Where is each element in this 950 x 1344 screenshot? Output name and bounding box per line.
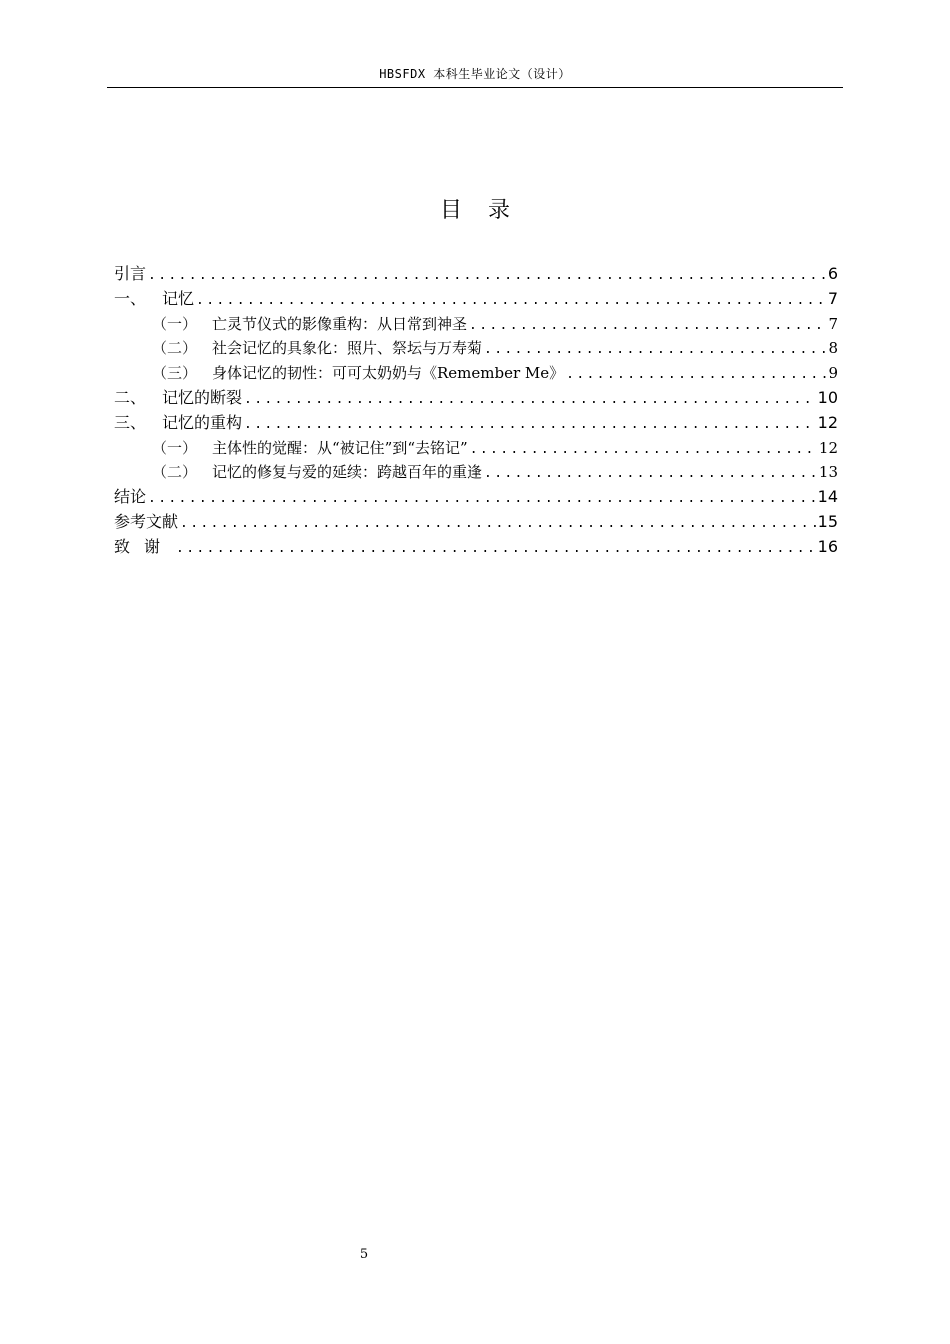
toc-dot-leader [176, 537, 816, 562]
toc-entry-section-1-3[interactable] [114, 361, 838, 386]
toc-entry-label: 参考文献 [114, 511, 179, 531]
toc-entry-number: 一、 [114, 288, 147, 308]
toc-entry-label: 记忆的修复与爱的延续：跨越百年的重逢 [212, 463, 483, 482]
toc-entry-number: （二） [152, 339, 198, 358]
toc-dot-leader [244, 413, 816, 438]
toc-dot-leader [484, 338, 826, 363]
toc-entry-page: 12 [817, 412, 838, 432]
toc-entry-page: 12 [818, 438, 838, 457]
running-header: HBSFDX 本科生毕业论文（设计） [379, 67, 571, 81]
toc-entry-chapter-1[interactable] [114, 287, 838, 312]
toc-entry-label: 致谢 [114, 536, 175, 556]
toc-entry-section-1-1[interactable] [114, 312, 838, 337]
toc-entry-label: 结论 [114, 487, 147, 507]
header-divider [107, 87, 843, 88]
toc-entry-number: 二、 [114, 387, 147, 407]
toc-entry-label: 亡灵节仪式的影像重构：从日常到神圣 [212, 314, 468, 333]
toc-entry-section-3-1[interactable] [114, 436, 838, 461]
toc-title: 目录 [439, 198, 536, 223]
toc-dot-leader [180, 512, 816, 537]
toc-entry-page: 9 [828, 364, 838, 383]
toc-entry-page: 7 [828, 314, 838, 333]
toc-entry-acknowledgements[interactable] [114, 535, 838, 560]
toc-entry-label: 引言 [114, 264, 147, 283]
toc-entry-section-1-2[interactable] [114, 336, 838, 361]
toc-entry-page: 14 [817, 487, 838, 507]
toc-entry-number: （三） [152, 364, 198, 383]
toc-entry-page: 8 [828, 339, 838, 358]
toc-entry-section-3-2[interactable] [114, 460, 838, 485]
toc-entry-page: 7 [827, 288, 838, 308]
toc-entry-number: （二） [152, 463, 198, 482]
toc-entry-label: 记忆的断裂 [162, 387, 243, 407]
toc-entry-page: 16 [817, 536, 838, 556]
toc-entry-references[interactable] [114, 510, 838, 535]
toc-dot-leader [566, 363, 826, 388]
toc-dot-leader [244, 388, 816, 413]
toc-entry-label: 记忆的重构 [162, 412, 243, 432]
toc-entry-label: 身体记忆的韧性：可可太奶奶与《Remember Me》 [212, 364, 565, 383]
toc-dot-leader [148, 487, 816, 512]
toc-entry-page: 6 [827, 264, 838, 283]
toc-dot-leader [470, 438, 817, 463]
toc-entry-introduction[interactable] [114, 262, 838, 287]
toc-entry-page: 10 [817, 387, 838, 407]
toc-entry-number: （一） [152, 438, 198, 457]
toc-entry-chapter-3[interactable] [114, 411, 838, 436]
toc-entry-page: 13 [818, 463, 838, 482]
toc-dot-leader [484, 462, 817, 487]
table-of-contents [114, 262, 838, 560]
toc-entry-chapter-2[interactable] [114, 386, 838, 411]
toc-dot-leader [196, 289, 826, 314]
toc-entry-conclusion[interactable] [114, 485, 838, 510]
toc-entry-page: 15 [817, 511, 838, 531]
toc-entry-number: 三、 [114, 412, 147, 432]
toc-entry-label: 主体性的觉醒：从“被记住”到“去铭记” [212, 438, 468, 457]
toc-dot-leader [469, 314, 826, 339]
toc-dot-leader [148, 264, 826, 289]
toc-entry-label: 记忆 [162, 288, 195, 308]
toc-entry-number: （一） [152, 314, 198, 333]
toc-entry-label: 社会记忆的具象化：照片、祭坛与万寿菊 [212, 339, 483, 358]
page-number: 5 [359, 1247, 369, 1262]
